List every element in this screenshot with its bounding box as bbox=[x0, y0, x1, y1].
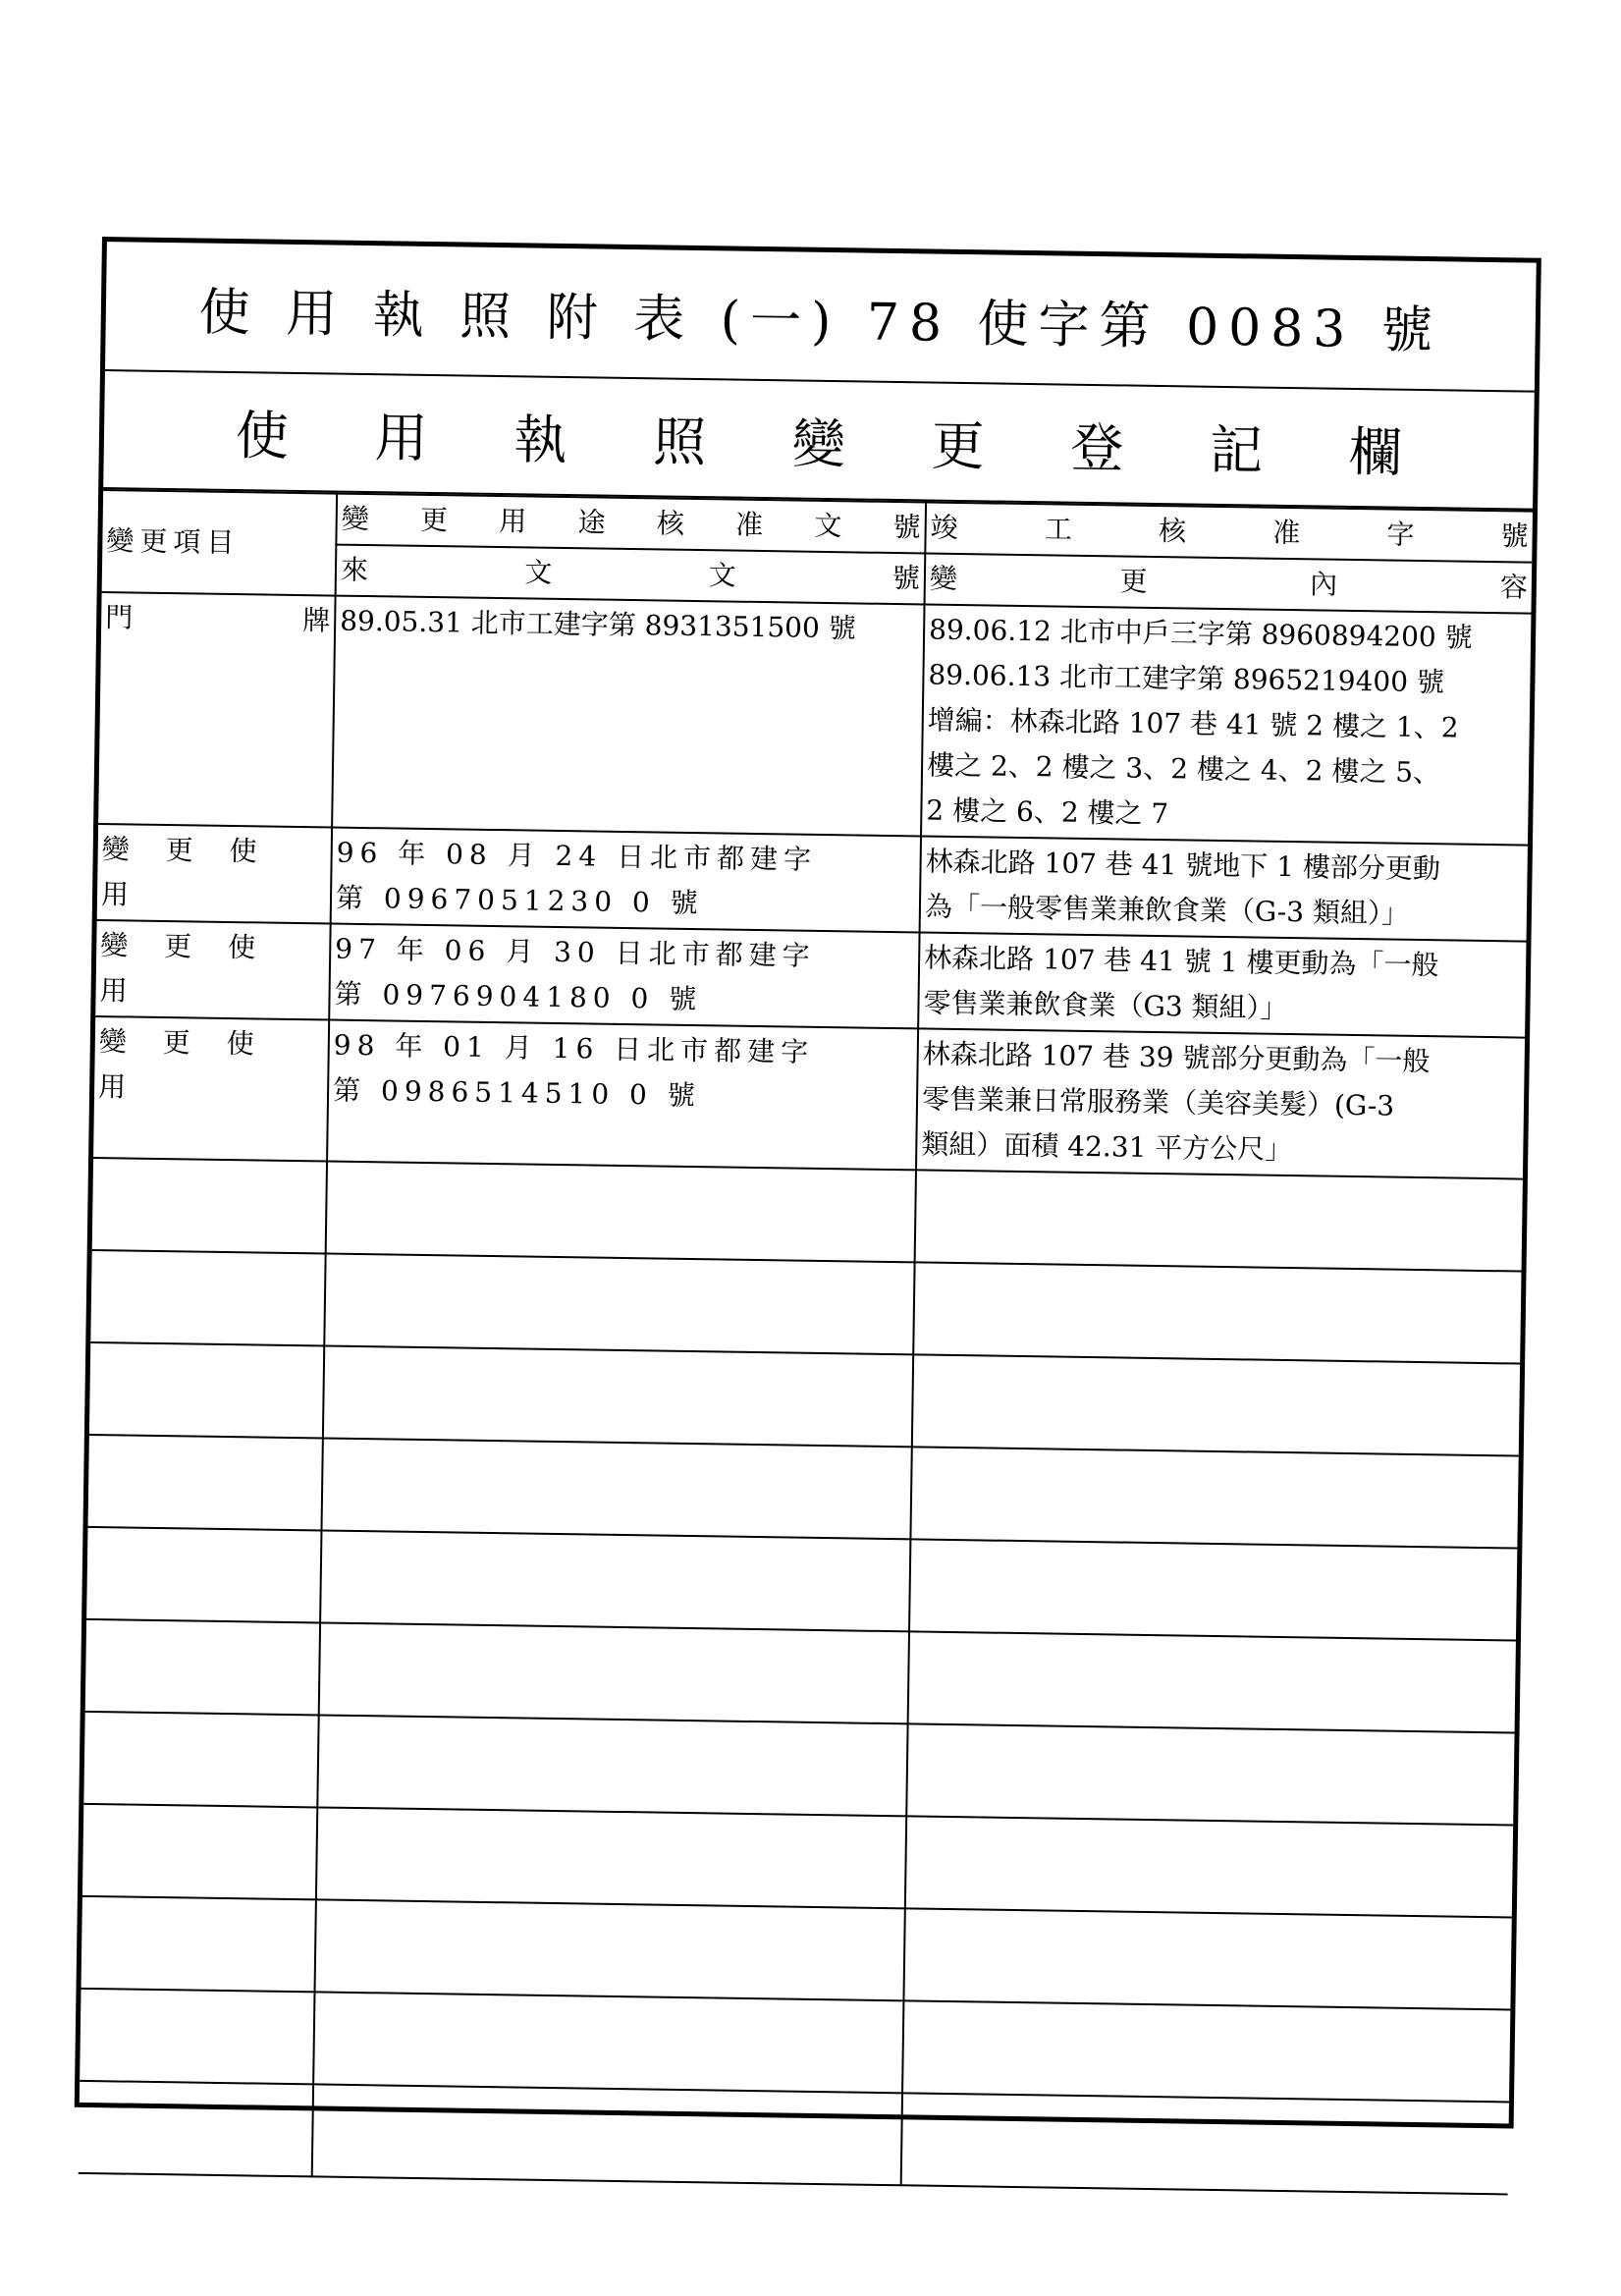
doc-number-cell bbox=[329, 924, 919, 1029]
empty-cell bbox=[909, 1539, 1517, 1640]
empty-cell bbox=[319, 1622, 909, 1723]
subtitle-char: 變 bbox=[791, 411, 846, 475]
header-approval-doc-number bbox=[336, 494, 926, 554]
empty-cell bbox=[89, 1342, 324, 1439]
header-char: 文 bbox=[708, 559, 736, 592]
doc-line: 第 0976904180 0 號 bbox=[334, 977, 703, 1016]
empty-cell bbox=[80, 1989, 314, 2085]
header-char: 工 bbox=[1044, 513, 1073, 546]
empty-cell bbox=[912, 1354, 1520, 1455]
doc-number-cell bbox=[327, 1020, 918, 1171]
content-line: 零售業兼飲食業（G3 類組）」 bbox=[923, 986, 1288, 1024]
subtitle-char: 記 bbox=[1209, 418, 1264, 482]
header-char: 途 bbox=[577, 506, 606, 539]
content-line: 89.06.12 北市中戶三字第 8960894200 號 bbox=[928, 613, 1473, 654]
header-char: 來 bbox=[340, 553, 369, 587]
header-char: 內 bbox=[1309, 568, 1338, 601]
doc-line: 第 0986514510 0 號 bbox=[332, 1073, 702, 1113]
header-change-item: 變更項目 bbox=[102, 490, 338, 596]
empty-cell bbox=[321, 1438, 911, 1539]
empty-cell bbox=[92, 1158, 327, 1254]
content-line: 增編：林森北路 107 巷 41 號 2 樓之 1、2 bbox=[927, 703, 1459, 744]
empty-cell bbox=[901, 2093, 1509, 2194]
subtitle-char: 照 bbox=[652, 410, 707, 473]
doc-line: 96 年 08 月 24 日北市都建字 bbox=[336, 836, 818, 876]
empty-cell bbox=[88, 1435, 323, 1531]
subtitle-char: 使 bbox=[235, 404, 290, 467]
subtitle-char: 用 bbox=[374, 406, 429, 469]
change-item-cell: 變 更 使 用 bbox=[93, 1016, 329, 1162]
content-line: 為「一般零售業兼飲食業（G-3 類組）」 bbox=[924, 890, 1410, 930]
empty-cell bbox=[324, 1253, 914, 1354]
empty-cell bbox=[312, 2084, 902, 2185]
doc-line: 97 年 06 月 30 日北市都建字 bbox=[335, 932, 816, 972]
empty-cell bbox=[86, 1527, 321, 1623]
header-char: 變 bbox=[341, 502, 370, 536]
header-char: 號 bbox=[892, 561, 921, 595]
empty-cell bbox=[326, 1162, 916, 1263]
empty-cell bbox=[902, 2000, 1510, 2102]
header-incoming-doc-number bbox=[336, 545, 926, 605]
header-char: 號 bbox=[1500, 519, 1529, 553]
header-char: 准 bbox=[1271, 516, 1301, 550]
subtitle-char: 更 bbox=[931, 414, 986, 477]
header-char: 容 bbox=[1499, 571, 1529, 604]
empty-cell bbox=[83, 1712, 318, 1808]
change-item-cell: 變 更 使 用 bbox=[97, 824, 332, 924]
empty-cell bbox=[316, 1807, 906, 1908]
empty-cell bbox=[906, 1723, 1514, 1825]
header-completion-approval-number bbox=[925, 502, 1533, 562]
content-line: 林森北路 107 巷 41 號地下 1 樓部分更動 bbox=[925, 845, 1441, 886]
header-char: 更 bbox=[419, 503, 449, 537]
header-char: 准 bbox=[734, 508, 764, 542]
empty-cell bbox=[90, 1250, 325, 1346]
header-char: 核 bbox=[656, 507, 685, 540]
header-char: 號 bbox=[892, 510, 921, 544]
empty-cell bbox=[317, 1715, 907, 1816]
page-title: 使 用 執 照 附 表 (一) 78 使字第 0083 號 bbox=[105, 242, 1537, 393]
content-line: 林森北路 107 巷 39 號部分更動為「一般 bbox=[922, 1037, 1431, 1078]
content-line: 89.06.13 北市工建字第 8965219400 號 bbox=[928, 658, 1445, 699]
content-cell bbox=[916, 1028, 1525, 1178]
table-row bbox=[98, 592, 1531, 846]
subtitle-char: 執 bbox=[513, 408, 567, 471]
change-item-label: 門 bbox=[105, 601, 134, 634]
doc-line: 第 0967051230 0 號 bbox=[335, 881, 704, 920]
header-char: 核 bbox=[1158, 514, 1187, 548]
empty-cell bbox=[905, 1816, 1513, 1917]
content-line: 類組）面積 42.31 平方公尺」 bbox=[921, 1127, 1293, 1167]
section-subtitle bbox=[103, 371, 1535, 511]
content-cell bbox=[918, 932, 1526, 1037]
empty-cell bbox=[903, 1908, 1511, 2009]
empty-cell bbox=[82, 1804, 317, 1900]
content-cell bbox=[920, 836, 1528, 941]
header-change-content bbox=[925, 553, 1533, 613]
change-item-label: 牌 bbox=[301, 604, 331, 637]
content-line: 林森北路 107 巷 41 號 1 樓更動為「一般 bbox=[923, 941, 1439, 982]
header-char: 字 bbox=[1386, 518, 1415, 551]
header-char: 文 bbox=[524, 556, 553, 589]
change-item-cell bbox=[98, 592, 335, 828]
empty-cell bbox=[915, 1170, 1523, 1271]
attachment-table-frame bbox=[75, 237, 1541, 2129]
content-line: 2 樓之 6、2 樓之 7 bbox=[926, 793, 1169, 831]
header-char: 更 bbox=[1119, 565, 1148, 598]
change-register-table bbox=[79, 489, 1533, 2195]
doc-line: 89.05.31 北市工建字第 8931351500 號 bbox=[339, 604, 856, 645]
subtitle-char: 登 bbox=[1069, 416, 1124, 479]
empty-cell bbox=[913, 1262, 1521, 1363]
empty-cell bbox=[85, 1619, 320, 1716]
header-char: 用 bbox=[499, 505, 527, 538]
content-cell bbox=[921, 604, 1531, 845]
header-char: 變 bbox=[929, 562, 958, 595]
empty-cell bbox=[323, 1345, 913, 1447]
empty-cell bbox=[313, 1992, 903, 2093]
empty-cell bbox=[315, 1899, 905, 2000]
content-line: 樓之 2、2 樓之 3、2 樓之 4、2 樓之 5、 bbox=[926, 748, 1441, 790]
doc-number-cell bbox=[331, 828, 921, 933]
subtitle-char: 欄 bbox=[1348, 420, 1403, 484]
change-item-cell: 變 更 使 用 bbox=[95, 920, 330, 1020]
empty-cell bbox=[910, 1447, 1518, 1548]
header-char: 文 bbox=[814, 509, 842, 543]
empty-cell bbox=[908, 1631, 1516, 1732]
content-line: 零售業兼日常服務業（美容美髮）(G-3 bbox=[921, 1082, 1395, 1122]
doc-line: 98 年 01 月 16 日北市都建字 bbox=[333, 1028, 815, 1068]
header-char: 竣 bbox=[930, 511, 958, 544]
doc-number-cell bbox=[332, 596, 924, 837]
empty-cell bbox=[320, 1530, 910, 1631]
empty-cell bbox=[79, 2081, 313, 2177]
table-row bbox=[93, 1016, 1525, 1179]
empty-cell bbox=[81, 1896, 316, 1993]
